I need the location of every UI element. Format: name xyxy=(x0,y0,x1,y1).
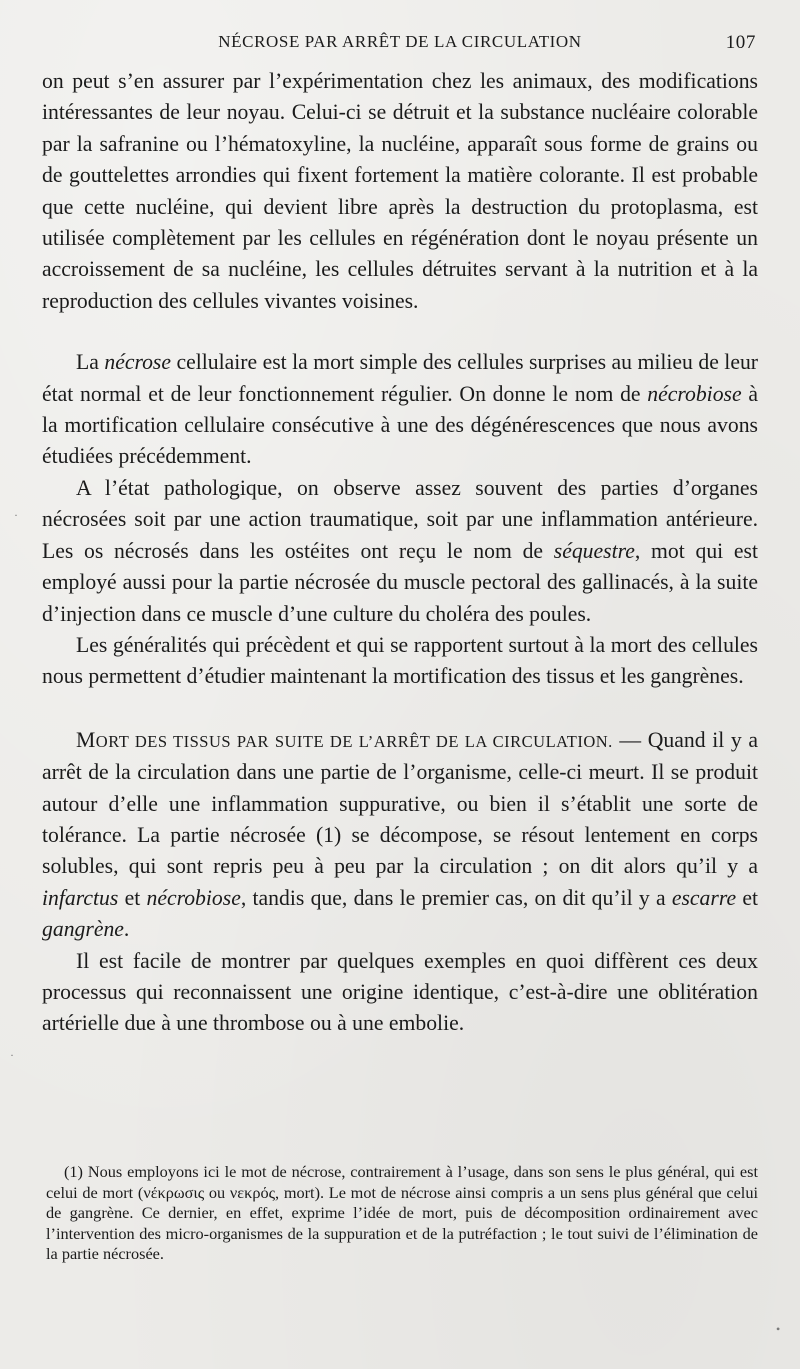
section-heading-initial: M xyxy=(76,727,96,752)
italic-term-gangrene: gangrène xyxy=(42,917,124,942)
footnote xyxy=(46,1162,758,1265)
body-text xyxy=(42,66,758,1040)
italic-term-necrose: nécrose xyxy=(104,350,171,375)
paragraph-section-mort-des-tissus xyxy=(42,725,758,946)
running-head: NÉCROSE PAR ARRÊT DE LA CIRCULATION xyxy=(218,32,582,51)
section-heading-rest: ORT DES TISSUS PAR SUITE DE L’ARRÊT DE LA CIRCULATION. xyxy=(95,731,613,751)
scan-speck: · xyxy=(10,1048,14,1062)
text-span: La xyxy=(76,350,105,375)
section-heading xyxy=(76,728,613,752)
footnote-text: (1) Nous employons ici le mot de nécrose, contrairement à l’usage, dans son sens le plus général, qui est celui de mort (νέκρωσις ou νεκρός, mort). Le mot de nécrose ainsi compris a un sens plus général que celui de gangrène. Ce dernier, en effet, exprime l’idée de mort, puis de décomposition ordinairement avec l’intervention des micro-organismes de la suppuration et de la putréfaction ; le tout suivi de l’élimination de la partie nécrosée. xyxy=(46,1162,758,1263)
text-span: à la mortification cellulaire consécutive à une des dégénérescences que nous avons étudiées précédemment. xyxy=(42,381,758,469)
italic-term-necrobiose: nécrobiose xyxy=(647,381,742,406)
paragraph-necrose-definition xyxy=(42,347,758,473)
text-span: et xyxy=(736,885,759,910)
text-span: Quand il y a arrêt de la circulation dans une partie de l’organisme, celle-ci meurt. Il se produit autour d’elle une inflammation suppurative, ou bien il s’établit une sorte de tolérance. La partie nécrosée (1) se décompose, se résout lentement en corps solubles, qui sont repris peu à peu par la circulation ; on dit alors qu’il y a xyxy=(42,727,758,879)
scan-speck: • xyxy=(776,1322,781,1336)
italic-term-infarctus: infarctus xyxy=(42,885,119,910)
paragraph-pathologic-state xyxy=(42,473,758,630)
text-span: . xyxy=(123,917,130,942)
italic-term-escarre: escarre xyxy=(671,885,737,910)
page-header xyxy=(44,32,756,58)
text-span: cellulaire est la mort simple des cellules surprises au milieu de leur état normal et de leur fonctionnement régulier. On donne le nom de xyxy=(42,350,759,406)
scan-speck: · xyxy=(14,508,18,522)
italic-term-necrobiose-2: nécrobiose xyxy=(146,885,241,910)
italic-term-sequestre: séquestre xyxy=(553,538,635,563)
text-span: et xyxy=(118,885,147,910)
paragraph-generalities: Les généralités qui précèdent et qui se rapportent surtout à la mort des cellules nous permettent d’étudier maintenant la mortification des tissus et les gangrènes. xyxy=(42,632,758,689)
text-span: , tandis que, dans le premier cas, on dit qu’il y a xyxy=(240,885,672,910)
paragraph-examples: Il est facile de montrer par quelques exemples en quoi diffèrent ces deux processus qui reconnaissent une origine identique, c’est-à-dire une oblitération artérielle due à une thrombose ou à une embolie. xyxy=(42,948,758,1036)
page-number: 107 xyxy=(725,32,756,53)
heading-dash: — xyxy=(612,727,648,752)
text-span: , mot qui est employé aussi pour la partie nécrosée du muscle pectoral des gallinacés, à la suite d’injection dans ce muscle d’une culture du choléra des poules. xyxy=(42,538,758,626)
text-span: A l’état pathologique, on observe assez souvent des parties d’organes nécrosées soit par une action traumatique, soit par une inflammation antérieure. Les os nécrosés dans les ostéites ont reçu le nom de xyxy=(42,475,758,563)
paragraph-continuation: on peut s’en assurer par l’expérimentation chez les animaux, des modifications intéressantes de leur noyau. Celui-ci se détruit et la substance nucléaire colorable par la safranine ou l’hématoxyline, la nucléine, apparaît sous forme de grains ou de gouttelettes arrondies qui fixent fortement la matière colorante. Il est probable que cette nucléine, qui devient libre après la destruction du protoplasma, est utilisée complètement par les cellules en régénération dont le noyau présente un accroissement de sa nucléine, les cellules détruites servant à la nutrition et à la reproduction des cellules vivantes voisines. xyxy=(42,69,758,313)
